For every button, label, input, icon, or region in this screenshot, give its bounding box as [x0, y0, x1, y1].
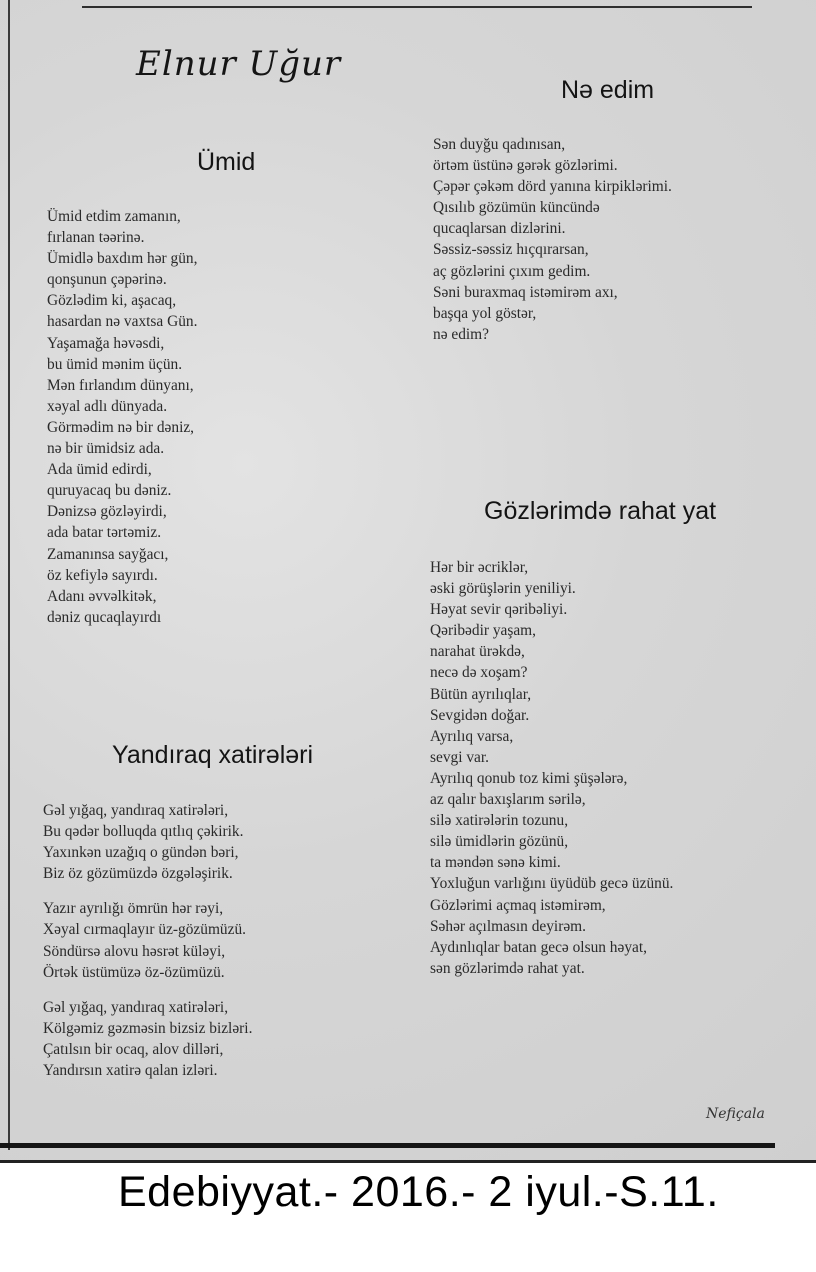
poem-line: örtəm üstünə gərək gözlərimi.: [433, 157, 618, 175]
poem-line: Yazır ayrılığı ömrün hər rəyi,: [43, 900, 224, 918]
poem-line: Xəyal cırmaqlayır üz-gözümüzü.: [43, 921, 246, 939]
poem-line: xəyal adlı dünyada.: [47, 397, 168, 415]
poem-line: Yandırsın xatirə qalan izləri.: [43, 1062, 218, 1080]
poem-line: qucaqlarsan dizlərini.: [433, 220, 566, 238]
poem-line: Adanı əvvəlkitək,: [47, 587, 157, 605]
poem-line: az qalır baxışlarım sərilə,: [430, 791, 586, 809]
column-rule-top: [82, 6, 752, 8]
poem-line: başqa yol göstər,: [433, 304, 537, 322]
poem-line: Ümidlə baxdım hər gün,: [47, 250, 198, 268]
column-rule-bottom: [0, 1143, 775, 1148]
poem-line: fırlanan təərinə.: [47, 229, 145, 247]
poem-line: ada batar tərtəmiz.: [47, 524, 162, 542]
poem-line: Sən duyğu qadınısan,: [433, 136, 566, 153]
clipping-edge: [0, 1160, 816, 1163]
poem-line: əski görüşlərin yeniliyi.: [430, 580, 576, 598]
poem-line: necə də xoşam?: [430, 664, 528, 682]
poem-line: Örtək üstümüzə öz-özümüzü.: [43, 963, 225, 981]
poem-line: Qəribədir yaşam,: [430, 622, 536, 640]
poem-line: Biz öz gözümüzdə özgələşirik.: [43, 865, 233, 883]
poem-line: Bütün ayrılıqlar,: [430, 685, 532, 703]
poem-line: Dənizsə gözləyirdi,: [47, 503, 167, 521]
stanza-gap: [43, 983, 252, 997]
poem-line: Həyat sevir qəribəliyi.: [430, 601, 568, 619]
poem-line: Səssiz-səssiz hıçqırarsan,: [433, 241, 589, 259]
poem-title-gozlerimde: Gözlərimdə rahat yat: [484, 497, 717, 525]
source-citation: Edebiyyat.- 2016.- 2 iyul.-S.11.: [118, 1168, 719, 1216]
poem-line: Qısılıb gözümün küncündə: [433, 199, 600, 217]
poem-ne-edim-body: [433, 134, 672, 345]
poem-line: Mən fırlandım dünyanı,: [47, 376, 194, 394]
poem-line: bu ümid mənim üçün.: [47, 355, 183, 373]
poem-line: Yaxınkən uzağıq o gündən bəri,: [43, 844, 239, 862]
author-name: Elnur Uğur: [136, 44, 342, 84]
poem-line: Səni buraxmaq istəmirəm axı,: [433, 283, 618, 301]
location-credit: Nefiçala: [706, 1106, 765, 1122]
poem-line: Gözlərimi açmaq istəmirəm,: [430, 896, 606, 914]
poem-line: Kölgəmiz gəzməsin bizsiz bizləri.: [43, 1019, 253, 1037]
poem-line: Çatılsın bir ocaq, alov dilləri,: [43, 1040, 224, 1058]
poem-line: Gəl yığaq, yandıraq xatirələri,: [43, 998, 229, 1016]
poem-line: Sevgidən doğar.: [430, 706, 530, 724]
poem-line: Hər bir əcriklər,: [430, 559, 529, 576]
poem-line: Bu qədər bolluqda qıtlıq çəkirik.: [43, 823, 244, 841]
poem-line: nə bir ümidsiz ada.: [47, 440, 165, 458]
poem-line: hasardan nə vaxtsa Gün.: [47, 313, 198, 331]
poem-line: Aydınlıqlar batan gecə olsun həyat,: [430, 938, 647, 956]
poem-line: Çəpər çəkəm dörd yanına kirpiklərimi.: [433, 178, 672, 196]
poem-umid-body: [47, 206, 197, 628]
poem-line: Zamanınsa sayğacı,: [47, 545, 169, 563]
poem-line: silə ümidlərin gözünü,: [430, 833, 569, 851]
poem-line: aç gözlərini çıxım gedim.: [433, 262, 591, 280]
poem-title-yandiraq: Yandıraq xatirələri: [112, 741, 314, 769]
poem-gozlerimde-body: [430, 557, 673, 979]
poem-line: ta məndən sənə kimi.: [430, 854, 561, 872]
poem-line: öz kefiylə sayırdı.: [47, 566, 158, 584]
poem-line: sevgi var.: [430, 748, 489, 766]
poem-yandiraq-body: [43, 800, 252, 1081]
poem-line: qonşunun çəpərinə.: [47, 271, 167, 289]
poem-line: sən gözlərimdə rahat yat.: [430, 959, 585, 977]
poem-line: Ümid etdim zamanın,: [47, 208, 181, 225]
poem-line: narahat ürəkdə,: [430, 643, 525, 661]
poem-title-ne-edim: Nə edim: [561, 76, 655, 104]
column-rule-left: [8, 0, 10, 1150]
poem-line: dəniz qucaqlayırdı: [47, 608, 162, 626]
poem-line: Yaşamağa həvəsdi,: [47, 334, 165, 352]
poem-line: Gəl yığaq, yandıraq xatirələri,: [43, 802, 229, 819]
poem-line: Ada ümid edirdi,: [47, 461, 152, 479]
poem-line: Yoxluğun varlığını üyüdüb gecə üzünü.: [430, 875, 674, 893]
poem-title-umid: Ümid: [197, 148, 256, 176]
poem-line: silə xatirələrin tozunu,: [430, 812, 569, 830]
poem-line: Səhər açılmasın deyirəm.: [430, 917, 586, 935]
stanza-gap: [43, 884, 252, 898]
poem-line: Gözlədim ki, aşacaq,: [47, 292, 177, 310]
poem-line: Görmədim nə bir dəniz,: [47, 418, 195, 436]
poem-line: quruyacaq bu dəniz.: [47, 482, 172, 500]
poem-line: Söndürsə alovu həsrət küləyi,: [43, 942, 226, 960]
poem-line: Ayrılıq qonub toz kimi şüşələrə,: [430, 769, 628, 787]
poem-line: Ayrılıq varsa,: [430, 727, 514, 745]
poem-line: nə edim?: [433, 325, 489, 343]
